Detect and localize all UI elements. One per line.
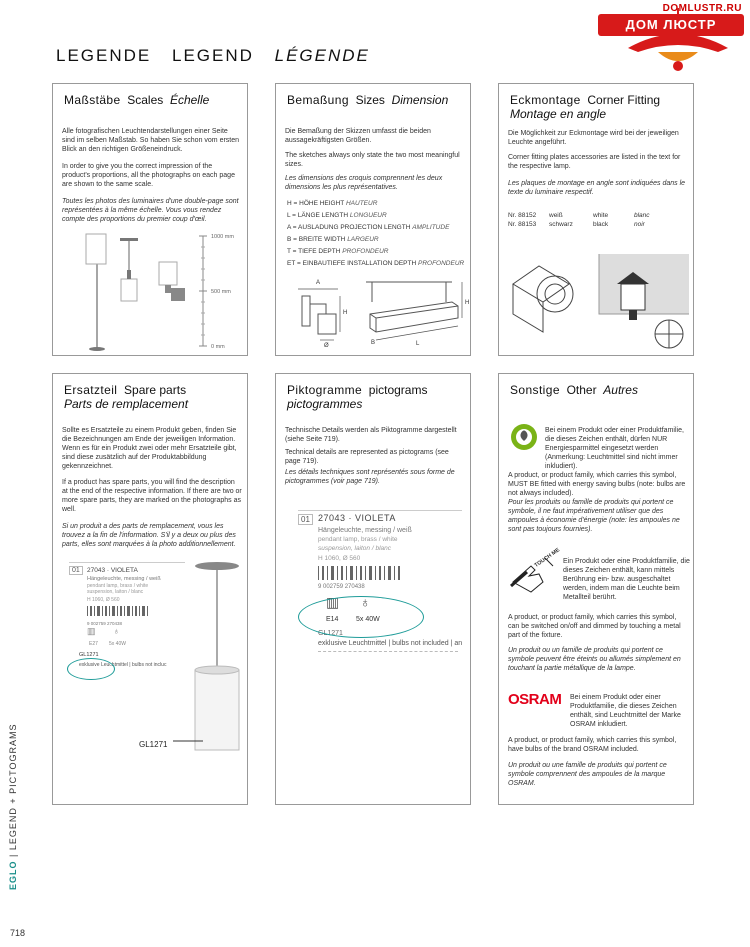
page-title	[56, 46, 370, 66]
highlight-ring	[67, 658, 115, 680]
touch-label: TOUCH ME	[533, 547, 562, 569]
card-desc: Hängeleuchte, messing / weiß	[318, 527, 412, 534]
spare-text-en: If a product has spare parts, you will find the description at the end of the respective information. If there are two or more spare parts, they are marked on the photographs as well.	[62, 479, 242, 513]
sketch-label-d: Ø	[324, 343, 329, 349]
corner-sketch	[499, 244, 694, 356]
dim-fr: PROFONDEUR	[342, 248, 389, 255]
corner-title-fr: Montage en angle	[510, 107, 607, 121]
sketch-label-h2: H	[465, 300, 470, 306]
energy-text-fr: Pour les produits ou famille de produits qui portent ce symbole, il ne faut impérativement utiliser que des ampoules à économie d'énergie (note: les ampoules ne sont pas toujours fournies).	[508, 499, 680, 533]
touch-text-fr: Un produit ou un famille de produits qui portent ce symbole peuvent être éteints ou allumés simplement en touchant la partie métallique de la lampe.	[508, 647, 681, 672]
dim-fr: LARGEUR	[347, 236, 379, 243]
spare-part-label: GL1271	[139, 740, 168, 749]
corner-item-black-fr: noir	[634, 221, 645, 228]
dim-row-t: T = TIEFE DEPTH PROFONDEUR	[287, 248, 389, 255]
scales-title-en: Scales	[127, 93, 164, 107]
title-fr: LÉGENDE	[274, 46, 370, 65]
card-part: GL1271	[79, 652, 99, 658]
dim-key: T	[287, 248, 291, 255]
card-desc2: pendant lamp, brass / white	[318, 536, 398, 543]
sketch-label-a: A	[316, 280, 321, 286]
touch-text-de: Ein Produkt oder eine Produktfamilie, die dieses Zeichen enthält, kann mittels Berührung ein- bzw. ausgeschaltet werden, indem man die Leuchte beim Metallteil berührt.	[563, 558, 690, 601]
card-desc3: suspension, laiton / blanc	[318, 545, 391, 552]
corner-title-en: Corner Fitting	[587, 93, 661, 107]
other-heading	[510, 383, 638, 397]
dimension-text-fr: Les dimensions des croquis comprennent les deux dimensions les plus représentatives.	[285, 175, 443, 191]
corner-box	[498, 83, 694, 356]
pictograms-title-de: Piktogramme	[287, 383, 363, 397]
spare-title-en: Spare parts	[124, 383, 187, 397]
sketch-label-l: L	[416, 341, 420, 347]
dim-key: H	[287, 200, 292, 207]
bulb-icon: ▥	[87, 626, 96, 636]
spare-text-de: Sollte es Ersatzteile zu einem Produkt geben, finden Sie die Bezeichnungen am Ende der jeweiligen Information. Wenn es für ein Produkt zwei oder mehr Ersatzteile gibt, sind diese zusätzlich auf der Produktabbildung gekennzeichnet.	[62, 427, 237, 470]
spare-title-fr: Parts de remplacement	[64, 397, 189, 411]
dim-de: BREITE	[298, 236, 323, 243]
pictograms-text-en: Technical details are represented as pictograms (see page 719).	[285, 449, 449, 465]
energy-saving-icon	[509, 422, 539, 452]
scales-text-fr: Toutes les photos des luminaires d'une double-page sont représentées à la même échelle. Vous vous rendez compte des proportions du premier coup d'œil.	[62, 198, 239, 223]
card-desc2: pendant lamp, brass / white	[87, 583, 149, 589]
sketch-label-b: B	[371, 340, 376, 346]
pictograms-title-fr: pictogrammes	[287, 397, 363, 411]
card-desc3: suspension, laiton / blanc	[87, 589, 144, 595]
corner-item-white-fr: blanc	[634, 212, 650, 219]
card-size: H 1060, Ø 560	[318, 555, 361, 562]
card-code: 27043 · VIOLETA	[87, 567, 138, 574]
spare-title-de: Ersatzteil	[64, 383, 118, 397]
other-title-fr: Autres	[603, 383, 638, 397]
spare-text-fr: Si un produit a des parts de remplacement, vous les trouvez a la fin de l'information. S'il y a deux ou plus des parts, elles sont marquées à la photo additionnellement.	[62, 523, 236, 548]
other-title-en: Other	[566, 383, 597, 397]
card-barcode: 9 002759 270438	[318, 584, 365, 590]
energy-text-de: Bei einem Produkt oder einer Produktfamilie, die dieses Zeichen enthält, dürfen NUR Energiesparmittel eingesetzt werden (Anmerkung: Leuchtmittel sind nicht immer inkludiert).	[545, 427, 684, 470]
card-note: exklusive Leuchtmittel | bulbs not incluc	[79, 662, 167, 668]
corner-text-en: Corner fitting plates accessories are listed in the text for the respective lamp.	[508, 154, 681, 170]
dim-de: TIEFE	[298, 248, 317, 255]
dim-key: ET	[287, 260, 296, 267]
dimension-box	[275, 83, 471, 356]
card-divider	[318, 651, 458, 652]
card-watt: 5x 40W	[356, 616, 380, 623]
dim-en: DEPTH	[318, 248, 341, 255]
sidebar-label	[4, 700, 22, 890]
corner-item-black-nr: Nr. 88153	[508, 221, 537, 228]
card-barcode-icon	[318, 566, 418, 582]
corner-item-black-en: black	[593, 221, 609, 228]
osram-text-en: A product, or product family, which carries this symbol, have bulbs of the brand OSRAM included.	[508, 737, 677, 753]
dimension-title-en: Sizes	[355, 93, 385, 107]
dimension-text-en: The sketches always only state the two most meaningful sizes.	[285, 152, 460, 168]
sketch-label-h: H	[343, 310, 348, 316]
ruler-0: 0 mm	[211, 344, 225, 350]
dim-en: PROJECTION LENGTH	[340, 224, 411, 231]
pictograms-text-de: Technische Details werden als Piktogramme dargestellt (siehe Seite 719).	[285, 427, 457, 443]
dim-row-b: B = BREITE WIDTH LARGEUR	[287, 236, 379, 243]
dim-en: WIDTH	[324, 236, 346, 243]
sidebar-text	[8, 700, 18, 890]
ruler-1000: 1000 mm	[211, 234, 234, 240]
dim-fr: AMPLITUDE	[412, 224, 450, 231]
dim-key: L	[287, 212, 291, 219]
card-barcode-icon	[87, 606, 167, 618]
logo-text: ДОМ ЛЮСТР	[598, 14, 744, 36]
other-box	[498, 373, 694, 805]
card-bulb: E27	[89, 641, 98, 647]
corner-item-black-de: schwarz	[549, 221, 573, 228]
card-size: H 1060, Ø 560	[87, 597, 120, 603]
card-part: GL1271	[318, 630, 343, 637]
touch-text-en: A product, or product family, which carries this symbol, can be switched on/off and dimmed by touching a metal part of the fixture.	[508, 614, 681, 639]
dim-row-a: A = AUSLADUNG PROJECTION LENGTH AMPLITUDE	[287, 224, 450, 231]
dim-key: A	[287, 224, 291, 231]
bulb-socket-icon: ▥	[326, 594, 340, 610]
chandelier-logo-icon	[618, 0, 738, 80]
scales-box	[52, 83, 248, 356]
scales-title-fr: Échelle	[169, 93, 210, 107]
page-number: 718	[10, 928, 26, 938]
other-title-de: Sonstige	[510, 383, 560, 397]
highlight-ring	[298, 596, 424, 638]
dim-de: HÖHE	[299, 200, 318, 207]
dimension-title-fr: Dimension	[391, 93, 449, 107]
dim-key: B	[287, 236, 292, 243]
dim-fr: HAUTEUR	[345, 200, 378, 207]
dim-row-et: ET = EINBAUTIEFE INSTALLATION DEPTH PROFONDEUR	[287, 260, 465, 267]
scales-text-de: Alle fotografischen Leuchtendarstellungen einer Seite sind im selben Maßstab. So haben Sie schon vom ersten Blick an den richtigen Größeneindruck.	[62, 128, 240, 153]
corner-item-white-de: weiß	[549, 212, 563, 219]
pictograms-product-card	[298, 510, 462, 670]
dim-de: LÄNGE	[297, 212, 320, 219]
card-bulb: E14	[326, 616, 339, 623]
card-code: 27043 · VIOLETA	[318, 513, 396, 523]
dimension-text-de: Die Bemaßung der Skizzen umfasst die beiden aussagekräftigsten Größen.	[285, 128, 431, 144]
corner-item-white-nr: Nr. 88152	[508, 212, 537, 219]
pictograms-title-en: pictograms	[368, 383, 428, 397]
osram-text-fr: Un produit ou une famille de produits qui portent ce symbole comprennent des ampoules de la marque OSRAM.	[508, 762, 667, 787]
pictograms-text-fr: Les détails techniques sont représentés sous forme de pictogrammes (voir page 719).	[285, 469, 455, 485]
ruler-500: 500 mm	[211, 289, 231, 295]
card-note: exklusive Leuchtmittel | bulbs not included | an	[318, 640, 463, 647]
pictograms-heading	[287, 383, 427, 411]
logo-url[interactable]: DOMLUSTR.RU	[662, 3, 742, 14]
pendant-lamp-illustration	[163, 560, 243, 760]
dim-fr: LONGUEUR	[349, 212, 387, 219]
bulb-icon: ♁	[360, 594, 371, 610]
sidebar-brand: EGLO	[8, 860, 18, 890]
dim-de: AUSLADUNG	[298, 224, 339, 231]
card-number: 01	[298, 514, 313, 525]
dim-en: HEIGHT	[319, 200, 345, 207]
dim-de: EINBAUTIEFE	[302, 260, 346, 267]
energy-text-en: A product, or product family, which carries this symbol, MUST BE fitted with energy saving bulbs (note: bulbs are not always included).	[508, 472, 686, 497]
osram-text-de: Bei einem Produkt oder einer Produktfamilie, die dieses Zeichen enthält, sind Leuchtmittel der Marke OSRAM inkludiert.	[570, 694, 681, 728]
card-number: 01	[69, 566, 83, 575]
osram-logo: OSRAM	[508, 691, 562, 708]
dim-en: INSTALLATION DEPTH	[347, 260, 417, 267]
part-pointer	[173, 736, 203, 746]
card-watt: 5x 40W	[109, 641, 126, 647]
corner-text-fr: Les plaques de montage en angle sont indiquées dans le texte du luminaire respectif.	[508, 180, 686, 196]
card-desc: Hängeleuchte, messing / weiß	[87, 576, 161, 582]
corner-item-white-en: white	[593, 212, 609, 219]
sidebar-caption: | LEGEND + PICTOGRAMS	[8, 723, 18, 857]
corner-title-de: Eckmontage	[510, 93, 581, 107]
spare-box	[52, 373, 248, 805]
corner-text-de: Die Möglichkeit zur Eckmontage wird bei der jeweiligen Leuchte angeführt.	[508, 130, 679, 146]
bulb-icon: ♁	[113, 626, 120, 636]
scales-heading	[64, 93, 209, 107]
pictograms-box	[275, 373, 471, 805]
corner-heading	[510, 93, 660, 121]
dimension-title-de: Bemaßung	[287, 93, 349, 107]
dim-en: LENGTH	[321, 212, 349, 219]
dim-row-l: L = LÄNGE LENGTH LONGUEUR	[287, 212, 387, 219]
title-de: LEGENDE	[56, 46, 152, 65]
scales-text-en: In order to give you the correct impression of the product's proportions, all the photographs on each page are shown to the same scale.	[62, 163, 235, 188]
card-barcode: 9 002759 270438	[87, 621, 123, 626]
spare-heading	[64, 383, 188, 411]
title-en: LEGEND	[171, 46, 254, 65]
scales-title-de: Maßstäbe	[64, 93, 121, 107]
dim-row-h: H = HÖHE HEIGHT HAUTEUR	[287, 200, 378, 207]
dim-fr: PROFONDEUR	[417, 260, 465, 267]
dimension-heading	[287, 93, 448, 107]
